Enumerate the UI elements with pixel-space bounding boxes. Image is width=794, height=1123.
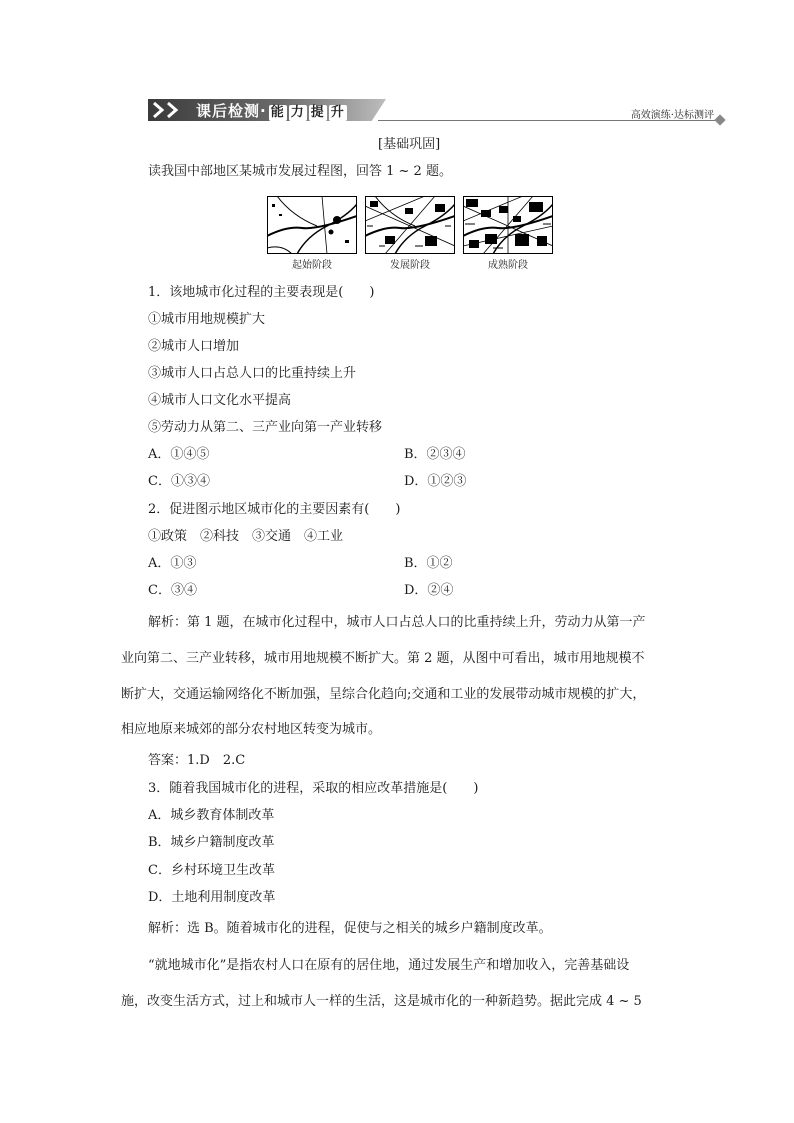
header-title: 课后检测· 能 力 提 升 [196, 102, 345, 120]
analysis-line: 业向第二、三产业转移，城市用地规模不断扩大。第 2 题，从图中可看出，城市用地规模不 [121, 651, 645, 666]
intro-text: 读我国中部地区某城市发展过程图，回答 1 ~ 2 题。 [148, 164, 452, 179]
q2-option-a: A．①③ [148, 556, 197, 571]
q2-items: ①政策 ②科技 ③交通 ④工业 [148, 529, 344, 544]
q1-item: ④城市人口文化水平提高 [148, 393, 292, 408]
q1-option-a: A．①④⑤ [148, 447, 210, 462]
q3-option-b: B．城乡户籍制度改革 [148, 835, 275, 850]
diamond-icon [714, 114, 725, 125]
chevron-right-icon [166, 101, 180, 119]
caption-mature-stage: 成熟阶段 [488, 260, 528, 271]
analysis-line: 断扩大，交通运输网络化不断加强，呈综合化趋向;交通和工业的发展带动城市规模的扩大， [121, 687, 646, 702]
q3-stem: 3．随着我国城市化的进程，采取的相应改革措施是( ) [148, 781, 479, 796]
map-mature-stage [463, 196, 553, 254]
header-subtitle: 高效演练·达标测评 [630, 110, 714, 121]
caption-development-stage: 发展阶段 [390, 260, 430, 271]
q2-option-c: C．③④ [148, 583, 197, 598]
q1-stem: 1．该地城市化过程的主要表现是( ) [148, 285, 375, 300]
analysis-line: 相应地原来城郊的部分农村地区转变为城市。 [121, 722, 382, 737]
analysis-line: 解析：第 1 题，在城市化过程中，城市人口占总人口的比重持续上升，劳动力从第一产 [148, 615, 646, 630]
map-development-stage [365, 196, 455, 254]
answer-line: 答案：1.D 2.C [148, 753, 246, 768]
passage-line: “就地城市化”是指农村人口在原有的居住地，通过发展生产和增加收入，完善基础设 [148, 958, 630, 973]
q2-stem: 2．促进图示地区城市化的主要因素有( ) [148, 502, 401, 517]
map-initial-stage [267, 196, 357, 254]
q2-option-d: D．②④ [404, 583, 454, 598]
page-header [148, 99, 724, 123]
chevron-right-icon [152, 101, 166, 119]
q1-option-d: D．①②③ [404, 474, 467, 489]
q1-option-c: C．①③④ [148, 474, 210, 489]
q1-item: ①城市用地规模扩大 [148, 312, 266, 327]
q3-option-a: A．城乡教育体制改革 [148, 808, 275, 823]
q1-item: ⑤劳动力从第二、三产业向第一产业转移 [148, 420, 383, 435]
q2-option-b: B．①② [404, 556, 453, 571]
section-title: [基础巩固] [378, 137, 441, 152]
caption-initial-stage: 起始阶段 [292, 260, 332, 271]
q3-analysis: 解析：选 B。随着城市化的进程，促使与之相关的城乡户籍制度改革。 [148, 921, 552, 936]
q3-option-c: C．乡村环境卫生改革 [148, 863, 275, 878]
city-development-figure [267, 196, 555, 270]
passage-line: 施，改变生活方式，过上和城市人一样的生活，这是城市化的一种新趋势。据此完成 4 ~ 5 [121, 994, 642, 1009]
q1-item: ③城市人口占总人口的比重持续上升 [148, 366, 357, 381]
q1-item: ②城市人口增加 [148, 339, 240, 354]
q1-option-b: B．②③④ [404, 447, 466, 462]
q3-option-d: D．土地利用制度改革 [148, 890, 276, 905]
